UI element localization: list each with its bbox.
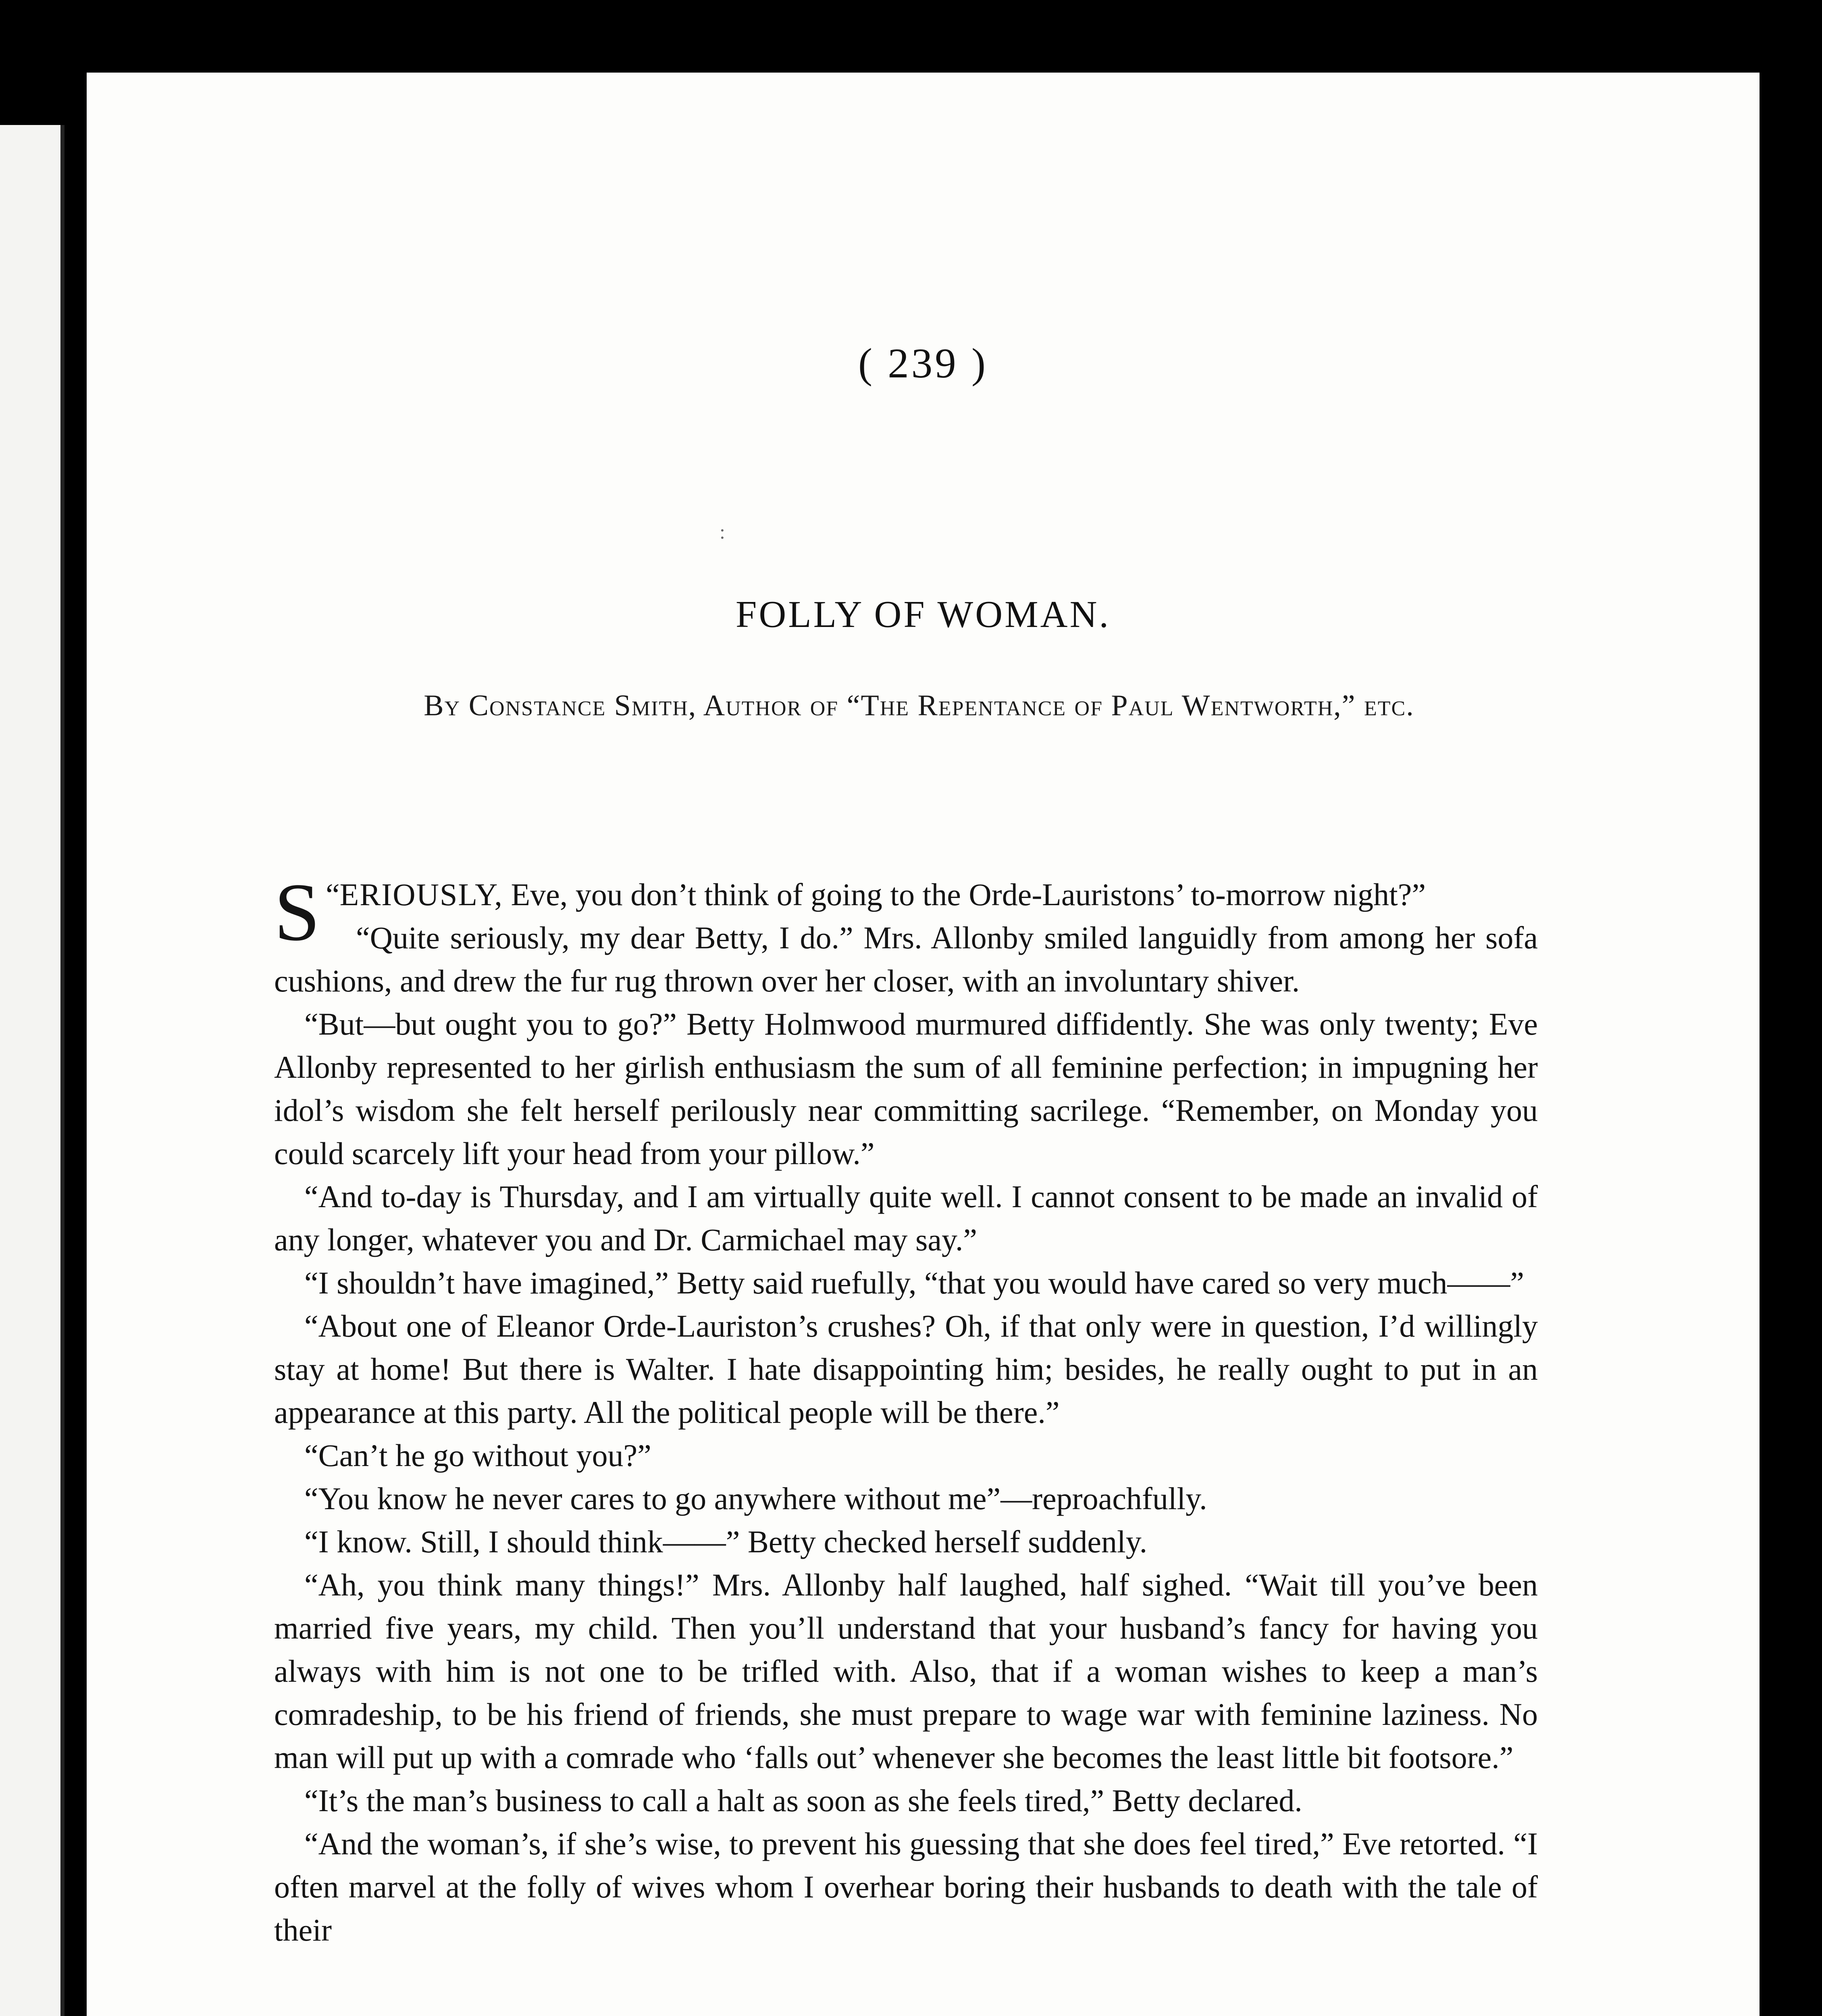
article-body (274, 866, 1538, 1951)
article-paragraph: “Ah, you think many things!” Mrs. Allonby half laughed, half sighed. “Wait till you’ve been married five years, my child. Then you’ll understand that your husband’s fancy for having you always with him is not one to be trifled with. Also, that if a woman wishes to keep a man’s comradeship, to be his friend of friends, she must prepare to wage war with feminine laziness. No man will put up with a comrade who ‘falls out’ whenever she becomes the least little bit footsore.” (274, 1567, 1538, 1775)
article-paragraph: “About one of Eleanor Orde-Lauriston’s crushes? Oh, if that only were in question, I’d willingly stay at home! But there is Walter. I hate disappointing him; besides, he really ought to put in an appearance at this party. All the political people will be there.” (274, 1308, 1538, 1430)
article-paragraph (274, 866, 1538, 958)
opening-quote: “ (326, 877, 340, 912)
article-paragraph: “It’s the man’s business to call a halt as soon as she feels tired,” Betty declared. (304, 1783, 1302, 1818)
article-paragraph: “You know he never cares to go anywhere without me”—reproachfully. (304, 1481, 1207, 1516)
lead-words: ERIOUSLY, (339, 877, 503, 912)
article-paragraph: “But—but ought you to go?” Betty Holmwood murmured diffidently. She was only twenty; Eve Allonby represented to her girlish enthusiasm the sum of all feminine perfection; in impugning her idol’s wisdom she felt herself perilously near committing sacrilege. “Remember, on Monday you could scarcely lift your head from your pillow.” (274, 1006, 1538, 1171)
page-number: ( 239 ) (858, 339, 988, 387)
first-paragraph-text: Eve, you don’t think of going to the Orde-Lauristons’ to-morrow night?” (503, 877, 1426, 912)
stray-mark: : (720, 521, 725, 543)
facing-page-edge (0, 125, 64, 2016)
article-title: FOLLY OF WOMAN. (736, 594, 1111, 635)
article-paragraph: “And to-day is Thursday, and I am virtually quite well. I cannot consent to be made an invalid of any longer, whatever you and Dr. Carmichael may say.” (274, 1179, 1538, 1257)
drop-cap: S (274, 866, 320, 958)
article-paragraph: “I shouldn’t have imagined,” Betty said ruefully, “that you would have cared so very much——” (304, 1265, 1524, 1300)
article-paragraph: “Quite seriously, my dear Betty, I do.” Mrs. Allonby smiled languidly from among her sofa cushions, and drew the fur rug thrown over her closer, with an involuntary shiver. (274, 920, 1538, 998)
article-paragraph: “And the woman’s, if she’s wise, to prevent his guessing that she does feel tired,” Eve retorted. “I often marvel at the folly of wives whom I overhear boring their husbands to death with the tale of their (274, 1826, 1538, 1947)
article-paragraph: “I know. Still, I should think——” Betty checked herself suddenly. (304, 1524, 1148, 1559)
article-byline: By Constance Smith, Author of “The Repentance of Paul Wentworth,” etc. (424, 689, 1414, 722)
article-paragraph: “Can’t he go without you?” (304, 1438, 651, 1473)
book-page (87, 73, 1760, 2016)
